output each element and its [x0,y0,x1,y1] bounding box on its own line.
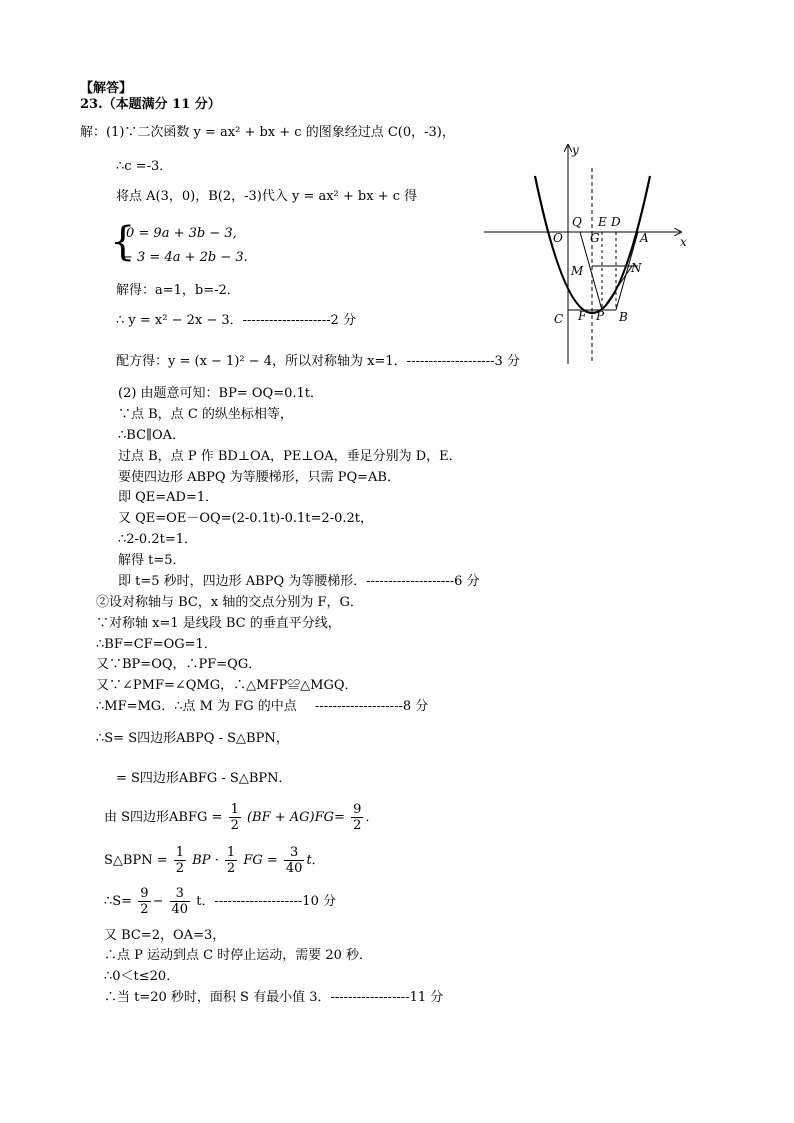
label-d: D [611,215,621,229]
solution-line: 又 QE=OE－OQ=(2-0.1t)-0.1t=2-0.2t， [118,511,373,526]
solution-line: ∴BF=CF=OG=1． [96,637,217,652]
label-a: A [640,231,649,245]
solution-line: = S四边形ABFG - S△BPN． [116,771,292,786]
solution-line: 解得 t=5． [118,553,186,568]
s-formula: ∴S= $\frac{9}{2}$ − $\frac{3}{40}$ t．--------------------10 分 [104,886,336,917]
solution-line: ∴2-0.2t=1． [118,532,197,547]
formula-part: FG = [243,853,278,868]
label-m: M [571,264,584,278]
score-marker: --------------------8 分 [315,699,429,714]
formula-part: t．--------------------10 分 [196,894,336,909]
triangle-formula: S△BPN = $\frac{1}{2}$ BP · $\frac{1}{2}$ FG = $\frac{3}{40}$ t． [104,845,325,876]
label-f: F [578,309,587,323]
label-g: G [590,231,600,245]
area-formula: 由 S四边形ABFG = $\frac{1}{2}$ (BF + AG)FG= $\frac{9}{2}$ ． [104,802,379,833]
solution-line: ∴0＜t≤20． [104,969,180,984]
parabola-figure [480,140,700,370]
solution-line: 解得：a=1，b=-2． [116,283,240,298]
solution-line: ∴S= S四边形ABPQ - S△BPN， [96,731,289,746]
fraction: $\frac{1}{2}$ [175,845,185,876]
label-x: x [680,235,687,249]
solution-line: ∴c =-3． [116,159,173,174]
equation-brace: { [110,219,136,265]
label-q: Q [572,215,582,229]
label-p: P [596,309,605,323]
solution-line: 又∵BP=OQ，∴PF=QG． [96,657,262,672]
solution-line: 配方得：y = (x − 1)² − 4，所以对称轴为 x=1．--------------------3 分 [116,354,520,369]
solution-line: (2) 由题意可知：BP= OQ=0.1t． [118,386,323,401]
solution-line: ∴BC∥OA． [118,428,186,443]
fraction: $\frac{3}{40}$ [285,845,303,876]
label-b: B [619,310,628,324]
formula-part: BP · [192,853,219,868]
solution-line: ∵对称轴 x=1 是线段 BC 的垂直平分线， [96,616,341,631]
segment-pn [602,266,632,310]
solution-line: 即 QE=AD=1． [118,490,219,505]
solution-line: 即 t=5 秒时，四边形 ABPQ 为等腰梯形．--------------------6 分 [118,574,480,589]
fraction: $\frac{9}{2}$ [140,886,149,917]
label-n: N [631,261,642,275]
equation-line: − 3 = 4a + 2b − 3. [122,250,248,265]
solution-line: 又∵∠PMF=∠QMG，∴△MFP≌△MGQ． [96,678,358,693]
equation-line: 0 = 9a + 3b − 3, [126,226,237,241]
answer-label: 【解答】 [80,81,133,96]
solution-line: ∴当 t=20 秒时，面积 S 有最小值 3．------------------11 分 [104,990,444,1005]
solution-line: 又 BC=2，OA=3， [104,928,226,943]
formula-part: 由 S四边形ABFG = [104,810,223,825]
label-e: E [598,215,607,229]
solution-line: ∴点 P 运动到点 C 时停止运动，需要 20 秒． [104,948,373,963]
formula-part: (BF + AG)FG= [246,810,345,825]
solution-line: ∵点 B，点 C 的纵坐标相等， [118,407,293,422]
solution-line: ∴MF=MG．∴点 M 为 FG 的中点 [96,699,297,714]
fraction: $\frac{1}{2}$ [230,802,239,833]
solution-line: 要使四边形 ABPQ 为等腰梯形，只需 PQ=AB． [118,470,400,485]
fraction: $\frac{9}{2}$ [353,802,362,833]
label-o: O [553,231,563,245]
solution-line: 将点 A(3，0)，B(2，-3)代入 y = ax² + bx + c 得 [116,189,418,204]
solution-line: ②设对称轴与 BC，x 轴的交点分别为 F，G． [96,595,363,610]
solution-line: 过点 B，点 P 作 BD⊥OA，PE⊥OA，垂足分别为 D，E． [118,449,462,464]
fraction: $\frac{1}{2}$ [226,845,236,876]
problem-title: 23.（本题满分 11 分） [80,97,221,112]
label-y: y [572,143,579,157]
formula-part: S△BPN = [104,853,168,868]
solution-line: 解：(1)∵二次函数 y = ax² + bx + c 的图象经过点 C(0，-3)， [80,125,455,140]
label-c: C [554,312,564,326]
solution-line: ∴ y = x² − 2x − 3．--------------------2 分 [116,313,356,328]
fraction: $\frac{3}{40}$ [171,886,189,917]
formula-part: ∴S= [104,894,133,909]
